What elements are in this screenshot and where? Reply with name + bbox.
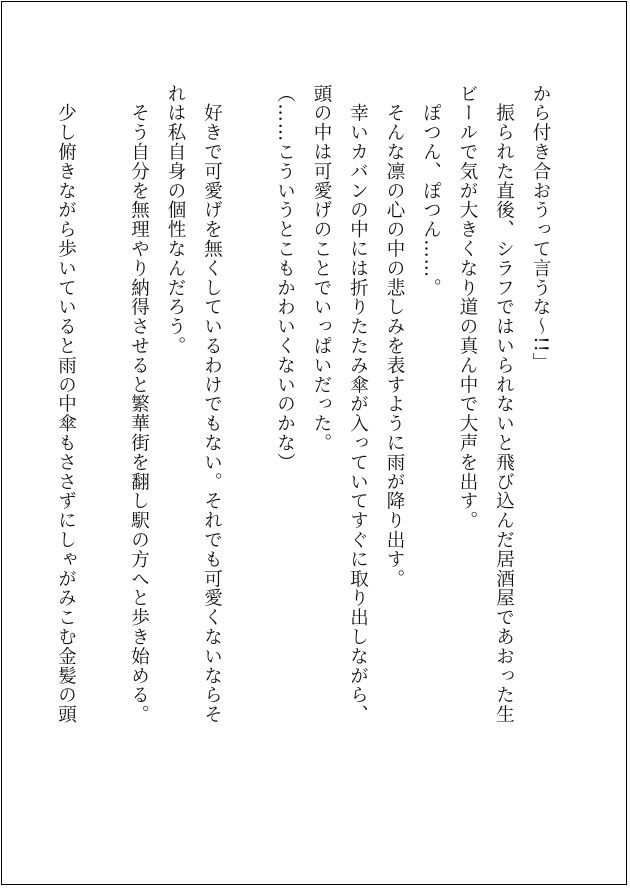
text-line-11: そう自分を無理やり納得させると繁華街を翻し駅の方へと歩き始める。 bbox=[128, 84, 150, 725]
text-line-5: そんな凛の心の中の悲しみを表すように雨が降り出す。 bbox=[384, 84, 405, 589]
text-line-2: 振られた直後、シラフではいられないと飛び込んだ居酒屋であおった生 bbox=[493, 84, 515, 725]
text-line-3: ビールで気が大きくなり道の真ん中で大声を出す。 bbox=[457, 84, 478, 531]
text-line-9: 好きで可愛げを無くしているわけでもない。それでも可愛くないならそ bbox=[201, 84, 223, 725]
vertical-text-body bbox=[47, 84, 558, 804]
text-line-7: 頭の中は可愛げのことでいっぱいだった。 bbox=[311, 84, 332, 453]
text-line-1: から付き合おうって言うな～!!」 bbox=[530, 84, 551, 373]
text-line-8: （……こういうとこもかわいくないのかな） bbox=[274, 84, 296, 472]
page-frame bbox=[1, 1, 627, 885]
text-line-4: ぽつん、ぽつん……。 bbox=[420, 84, 442, 298]
text-line-12: 少し俯きながら歩いていると雨の中傘もささずにしゃがみこむ金髪の頭 bbox=[55, 84, 77, 725]
text-line-10: れは私自身の個性なんだろう。 bbox=[165, 84, 186, 356]
text-line-6: 幸いカバンの中には折りたたみ傘が入っていてすぐに取り出しながら、 bbox=[347, 84, 369, 725]
blank-line bbox=[84, 84, 121, 804]
blank-line bbox=[230, 84, 267, 804]
